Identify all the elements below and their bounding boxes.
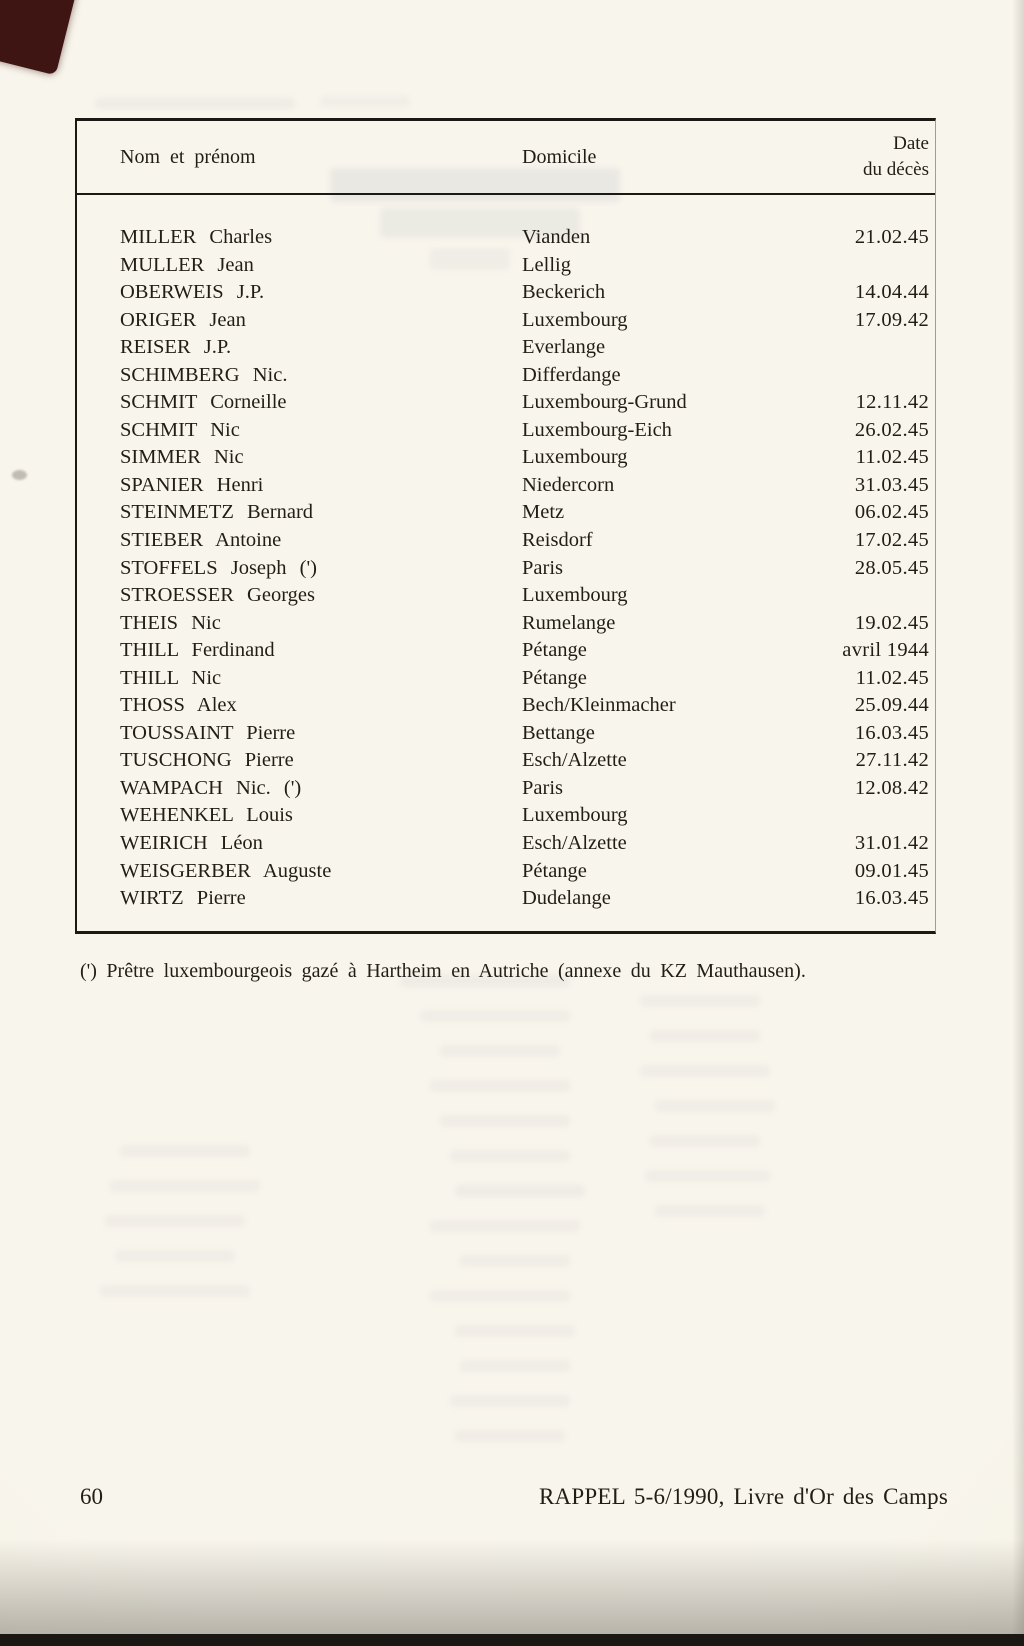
cell-name: THOSS Alex [120,694,237,717]
cell-name: SCHIMBERG Nic. [120,363,288,386]
cell-domicile: Luxembourg-Grund [522,391,687,414]
cell-domicile: Pétange [522,639,587,662]
deaths-table [75,118,936,934]
cell-date: 26.02.45 [854,418,929,441]
cell-domicile: Bettange [522,721,595,744]
table-row [77,224,935,252]
cell-name: SIMMER Nic [120,446,244,469]
cell-date: 11.02.45 [855,666,929,689]
cell-name: STIEBER Antoine [120,529,282,552]
bleedthrough-artifact [105,1215,245,1227]
table-row [77,472,935,500]
cell-domicile: Esch/Alzette [522,832,627,855]
table-row [77,417,935,445]
cell-name: THEIS Nic [120,611,221,634]
table-rows [77,195,935,913]
cell-domicile: Niedercorn [522,473,615,496]
cell-name: MULLER Jean [120,253,254,276]
footnote: (') Prêtre luxembourgeois gazé à Hartheim en Autriche (annexe du KZ Mauthausen). [80,960,806,982]
bleedthrough-artifact [645,1170,770,1182]
cell-domicile: Lellig [522,253,571,276]
table-row [77,610,935,638]
cell-domicile: Luxembourg [522,308,628,331]
table-row [77,362,935,390]
cell-domicile: Reisdorf [522,529,593,552]
cell-name: WAMPACH Nic. (') [120,776,302,799]
bleedthrough-artifact [115,1250,235,1262]
cell-date: 12.08.42 [854,776,929,799]
table-row [77,830,935,858]
bleedthrough-artifact [460,1360,570,1372]
cell-name: OBERWEIS J.P. [120,281,265,304]
table-row [77,334,935,362]
table-header-row [77,121,935,195]
cell-date: 19.02.45 [854,611,929,634]
cell-date: 21.02.45 [854,226,929,248]
scan-corner-artifact [0,0,78,75]
table-row [77,665,935,693]
bleedthrough-artifact [455,1430,565,1442]
bleedthrough-artifact [420,1010,570,1022]
table-row [77,389,935,417]
cell-domicile: Pétange [522,859,587,882]
cell-name: TUSCHONG Pierre [120,749,294,772]
cell-date: 09.01.45 [854,859,929,882]
cell-name: STROESSER Georges [120,584,315,607]
cell-date [822,582,935,610]
cell-name: SCHMIT Nic [120,418,240,441]
cell-date: 31.03.45 [854,473,929,496]
table-row [77,252,935,280]
cell-domicile: Pétange [522,666,587,689]
bleedthrough-artifact [455,1325,575,1337]
table-row [77,858,935,886]
cell-domicile: Esch/Alzette [522,749,627,772]
footer-source: RAPPEL 5-6/1990, Livre d'Or des Camps [539,1484,948,1509]
cell-domicile: Luxembourg [522,446,628,469]
bleedthrough-artifact [450,1395,570,1407]
cell-domicile: Beckerich [522,281,606,304]
cell-name: WIRTZ Pierre [120,887,246,910]
cell-domicile: Luxembourg-Eich [522,418,672,441]
cell-name: TOUSSAINT Pierre [120,721,296,744]
table-row [77,720,935,748]
table-row [77,279,935,307]
cell-name: WEISGERBER Auguste [120,859,332,882]
bleedthrough-artifact [120,1145,250,1157]
cell-date [822,252,935,280]
cell-domicile: Dudelange [522,887,611,910]
bleedthrough-artifact [640,995,760,1007]
cell-name: ORIGER Jean [120,308,246,331]
page-number: 60 [80,1484,103,1509]
cell-domicile: Everlange [522,336,606,359]
cell-date [822,334,935,362]
bleedthrough-artifact [655,1205,765,1217]
bleedthrough-artifact [460,1255,570,1267]
cell-date: 16.03.45 [854,887,929,910]
bleedthrough-artifact [430,1220,580,1232]
cell-domicile: Rumelange [522,611,616,634]
cell-date: 16.03.45 [854,721,929,744]
table-row [77,499,935,527]
page-footer [80,1484,948,1510]
cell-date: 12.11.42 [855,391,929,414]
cell-domicile: Bech/Kleinmacher [522,694,676,717]
cell-date: 17.09.42 [854,308,929,331]
bleedthrough-artifact [450,1150,570,1162]
cell-name: STEINMETZ Bernard [120,501,314,524]
cell-name: THILL Nic [120,666,222,689]
cell-name: SPANIER Henri [120,473,264,496]
cell-domicile: Luxembourg [522,584,628,607]
cell-domicile: Paris [522,556,563,579]
cell-date: 17.02.45 [854,529,929,552]
cell-date: 11.02.45 [855,446,929,469]
cell-domicile: Metz [522,501,565,524]
scan-margin-artifact [12,470,27,480]
cell-name: MILLER Charles [120,226,273,248]
cell-domicile: Vianden [522,226,591,248]
cell-name: WEHENKEL Louis [120,804,293,827]
table-row [77,802,935,830]
header-name: Nom et prénom [120,145,256,168]
cell-domicile: Differdange [522,363,621,386]
table-row [77,444,935,472]
bleedthrough-artifact [430,1080,570,1092]
bleedthrough-artifact [640,1065,770,1077]
bleedthrough-artifact [320,96,410,107]
cell-date: 25.09.44 [854,694,929,717]
cell-date: 28.05.45 [854,556,929,579]
bleedthrough-artifact [650,1030,760,1042]
cell-name: THILL Ferdinand [120,639,275,662]
header-date-line2: du décès [863,159,929,180]
cell-date: avril 1944 [842,639,929,662]
cell-date: 31.01.42 [854,832,929,855]
cell-date: 14.04.44 [854,281,929,304]
bleedthrough-artifact [430,1290,570,1302]
cell-domicile: Luxembourg [522,804,628,827]
scan-bottom-edge [0,1634,1024,1646]
header-date [822,131,935,183]
table-row [77,582,935,610]
scan-right-edge-shadow [1012,0,1024,1646]
table-row [77,307,935,335]
cell-domicile: Paris [522,776,563,799]
bleedthrough-artifact [440,1045,560,1057]
table-row [77,555,935,583]
bleedthrough-artifact [440,1115,570,1127]
cell-date [822,362,935,390]
table-row [77,775,935,803]
bleedthrough-artifact [100,1285,250,1297]
bleedthrough-artifact [650,1135,760,1147]
cell-name: SCHMIT Corneille [120,391,287,414]
cell-name: REISER J.P. [120,336,232,359]
table-row [77,637,935,665]
table-row [77,527,935,555]
table-row [77,692,935,720]
bleedthrough-artifact [655,1100,775,1112]
bleedthrough-artifact [110,1180,260,1192]
cell-name: WEIRICH Léon [120,832,263,855]
table-row [77,885,935,913]
cell-name: STOFFELS Joseph (') [120,556,318,579]
cell-date [822,802,935,830]
bleedthrough-artifact [95,98,295,109]
table-row [77,747,935,775]
cell-date: 27.11.42 [855,749,929,772]
scan-bottom-shadow [0,1539,1024,1634]
bleedthrough-artifact [455,1185,585,1197]
header-date-line1: Date [893,133,929,154]
cell-date: 06.02.45 [854,501,929,524]
header-domicile: Domicile [522,145,597,168]
